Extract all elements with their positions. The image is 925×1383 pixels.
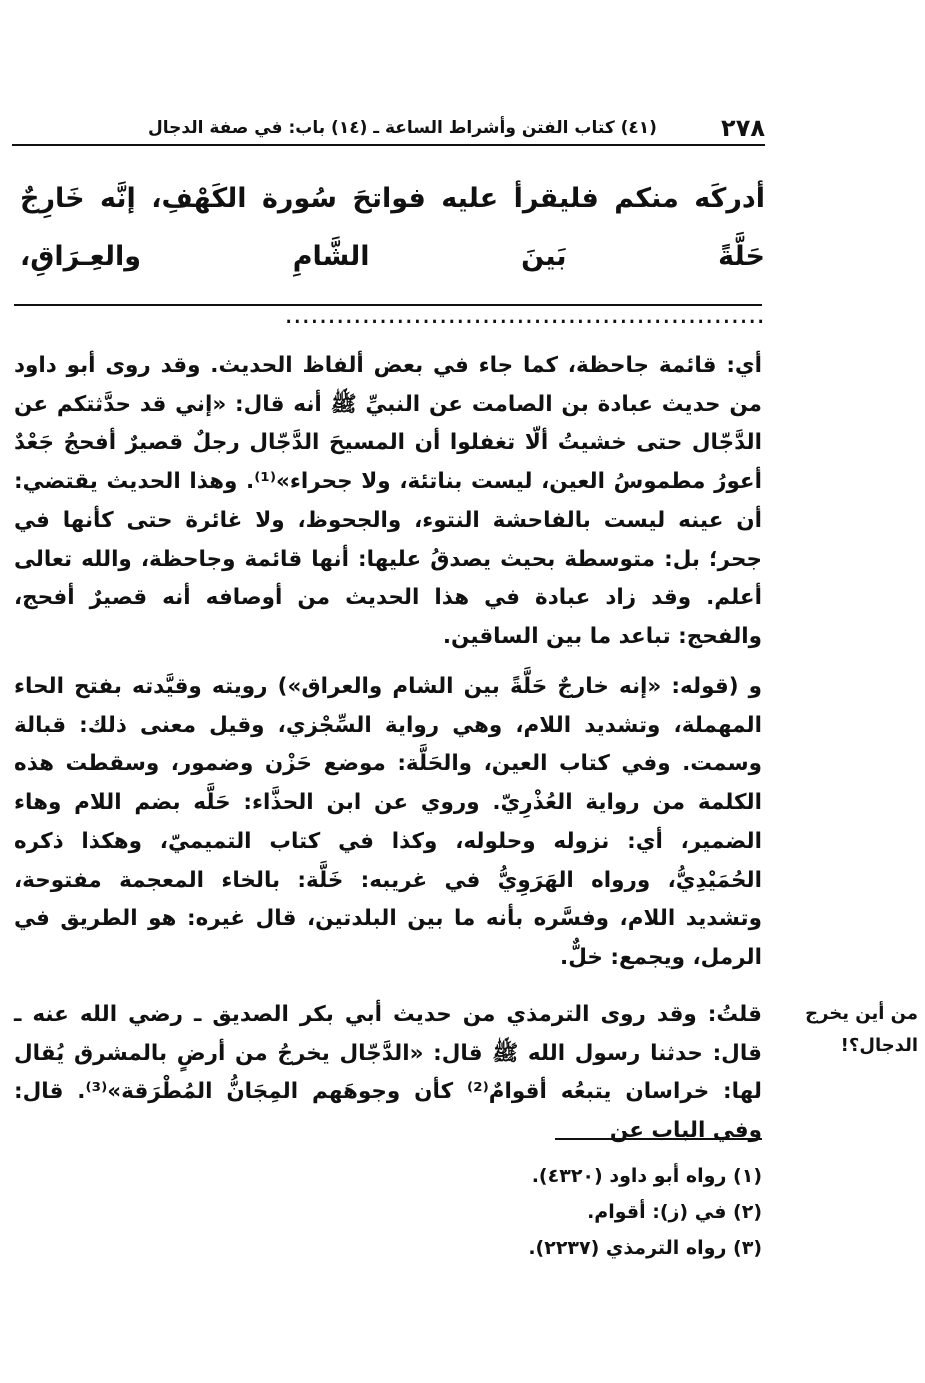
footnote-2: (٢) في (ز): أقوام. — [587, 1201, 762, 1223]
hadith-text-body: أدركَه منكم فليقرأ عليه فواتحَ سُورة الكَهْفِ، إنَّه خَارِجٌ حَلَّةً بَينَ الشَّامِ والعِـرَاقِ، — [20, 183, 765, 272]
ellipsis-dots: ........................................................ — [284, 299, 765, 330]
footnotes — [300, 1158, 762, 1266]
margin-note-line-1: من أين يخرج — [805, 1003, 918, 1024]
section-rule — [14, 304, 762, 306]
commentary-paragraph-3: قلتُ: وقد روى الترمذي من حديث أبي بكر الصديق ـ رضي الله عنه ـ قال: حدثنا رسول الله ﷺ قال: «الدَّجّال يخرجُ من أرضٍ بالمشرق يُقال لها: خراسان يتبعُه أقوامٌ⁽²⁾ كأن وجوهَهم المِجَانُّ المُطْرَقة»⁽³⁾. قال: وفي الباب عن — [14, 1002, 762, 1144]
footnote-3: (٣) رواه الترمذي (٢٢٣٧). — [528, 1237, 762, 1259]
margin-note-line-2: الدجال؟! — [840, 1035, 918, 1056]
commentary-paragraph-2: و (قوله: «إنه خارجٌ حَلَّةً بين الشام والعراق») رويته وقيَّدته بفتح الحاء المهملة، وتشديد اللام، وهي رواية السِّجْزي، وقيل معنى ذلك: قبالة وسمت. وفي كتاب العين، والحَلَّة: موضع حَزْن وضمور، وسقطت هذه الكلمة من رواية العُذْرِيّ. وروي عن ابن الحذَّاء: حَلَّه بضم اللام وهاء الضمير، أي: نزوله وحلوله، وكذا في كتاب التميميّ، وهكذا ذكره الحُمَيْدِيُّ، ورواه الهَرَوِيُّ في غريبه: خَلَّة: بالخاء المعجمة مفتوحة، وتشديد اللام، وفسَّره بأنه ما بين البلدتين، قال غيره: هو الطريق في الرمل، ويجمع: خلٌّ. — [14, 674, 762, 970]
hadith-text — [20, 170, 765, 344]
footnote-rule — [555, 1138, 762, 1140]
footnote-1: (١) رواه أبو داود (٤٣٢٠). — [531, 1165, 762, 1187]
running-head: (٤١) كتاب الفتن وأشراط الساعة ـ (١٤) باب: في صفة الدجال — [148, 118, 657, 138]
commentary-paragraph-1: أي: قائمة جاحظة، كما جاء في بعض ألفاظ الحديث. وقد روى أبو داود من حديث عبادة بن الصامت عن النبيِّ ﷺ أنه قال: «إني قد حدَّثتكم عن الدَّجّال حتى خشيتُ ألّا تغفلوا أن المسيحَ الدَّجّال رجلٌ قصيرٌ أفحجُ جَعْدٌ أعورُ مطموسُ العين، ليست بناتئة، ولا جحراء»⁽¹⁾. وهذا الحديث يقتضي: أن عينه ليست بالفاحشة النتوء، والجحوظ، ولا غائرة حتى كأنها في جحر؛ بل: متوسطة بحيث يصدقُ عليها: أنها قائمة وجاحظة، والله تعالى أعلم. وقد زاد عبادة في هذا الحديث من أوصافه أنه قصيرٌ أفحج، والفحج: تباعد ما بين الساقين. — [14, 353, 762, 649]
margin-note — [768, 998, 918, 1062]
page-number: ٢٧٨ — [721, 114, 765, 142]
header-rule — [12, 144, 765, 146]
page-header — [148, 112, 765, 144]
